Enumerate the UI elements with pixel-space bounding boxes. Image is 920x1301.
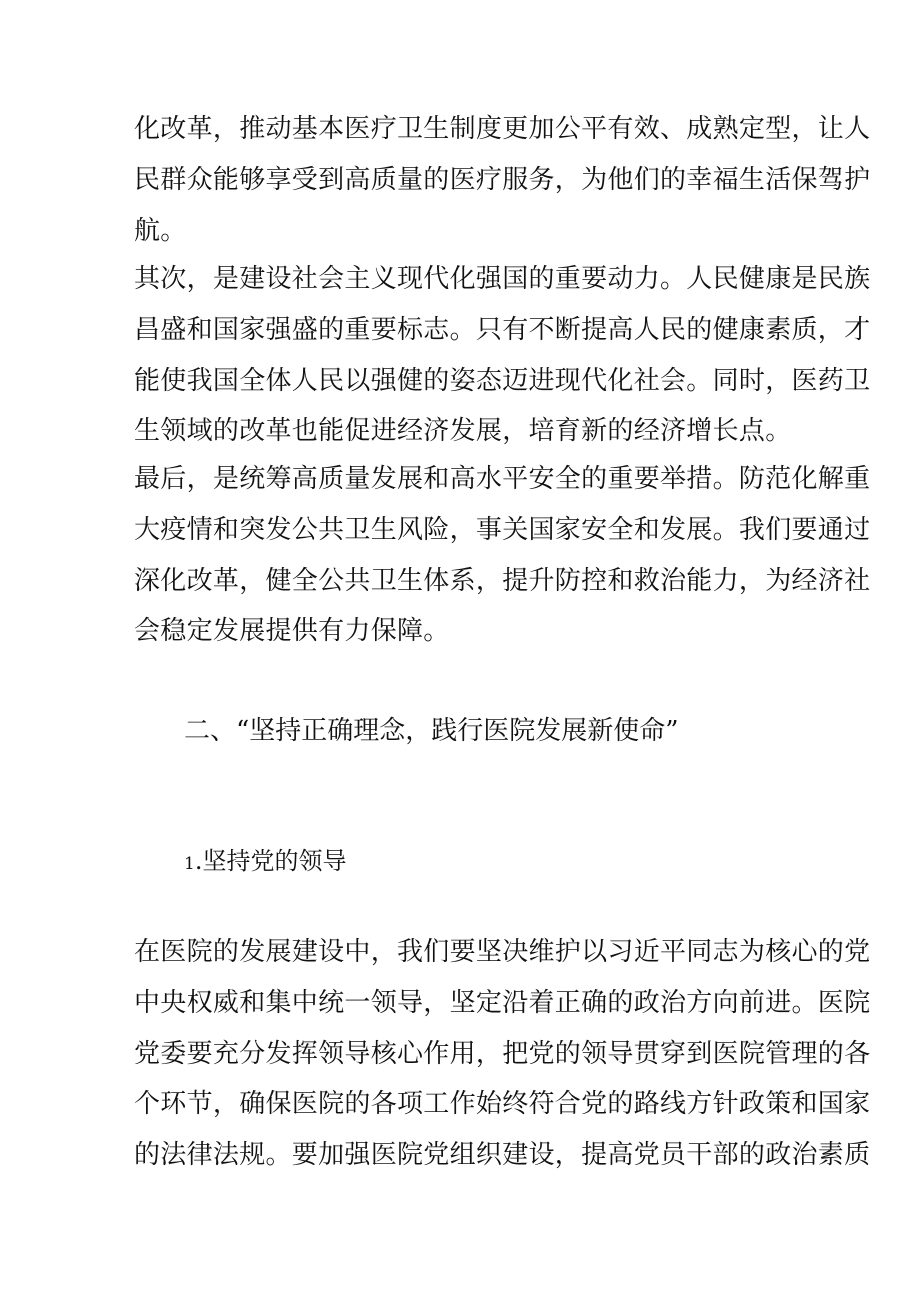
text-line: 民群众能够享受到高质量的医疗服务，为他们的幸福生活保驾护 xyxy=(134,165,871,195)
text-line: 航。 xyxy=(134,216,187,246)
text-line: 最后，是统筹高质量发展和高水平安全的重要举措。防范化解重 xyxy=(134,464,871,494)
text-line: 化改革，推动基本医疗卫生制度更加公平有效、成熟定型，让人 xyxy=(134,114,871,144)
text-line: 会稳定发展提供有力保障。 xyxy=(134,616,450,646)
text-line: 在医院的发展建设中，我们要坚决维护以习近平同志为核心的党 xyxy=(134,937,871,967)
text-line: 中央权威和集中统一领导，坚定沿着正确的政治方向前进。医院 xyxy=(134,988,871,1018)
subsection-number: 1 xyxy=(184,854,195,874)
text-line: 的法律法规。要加强医院党组织建设，提高党员干部的政治素质 xyxy=(134,1140,871,1170)
subsection-title: .坚持党的领导 xyxy=(194,847,347,875)
subsection-heading xyxy=(184,846,346,879)
text-line: 其次，是建设社会主义现代化强国的重要动力。人民健康是民族 xyxy=(134,264,871,294)
text-line: 个环节，确保医院的各项工作始终符合党的路线方针政策和国家 xyxy=(134,1089,871,1119)
section-heading: 二、“坚持正确理念，践行医院发展新使命” xyxy=(184,716,679,746)
text-line: 能使我国全体人民以强健的姿态迈进现代化社会。同时，医药卫 xyxy=(134,366,871,396)
text-line: 大疫情和突发公共卫生风险，事关国家安全和发展。我们要通过 xyxy=(134,515,871,545)
text-line: 昌盛和国家强盛的重要标志。只有不断提高人民的健康素质，才 xyxy=(134,315,871,345)
text-line: 生领域的改革也能促进经济发展，培育新的经济增长点。 xyxy=(134,416,792,446)
text-line: 深化改革，健全公共卫生体系，提升防控和救治能力，为经济社 xyxy=(134,566,871,596)
text-line: 党委要充分发挥领导核心作用，把党的领导贯穿到医院管理的各 xyxy=(134,1039,871,1069)
